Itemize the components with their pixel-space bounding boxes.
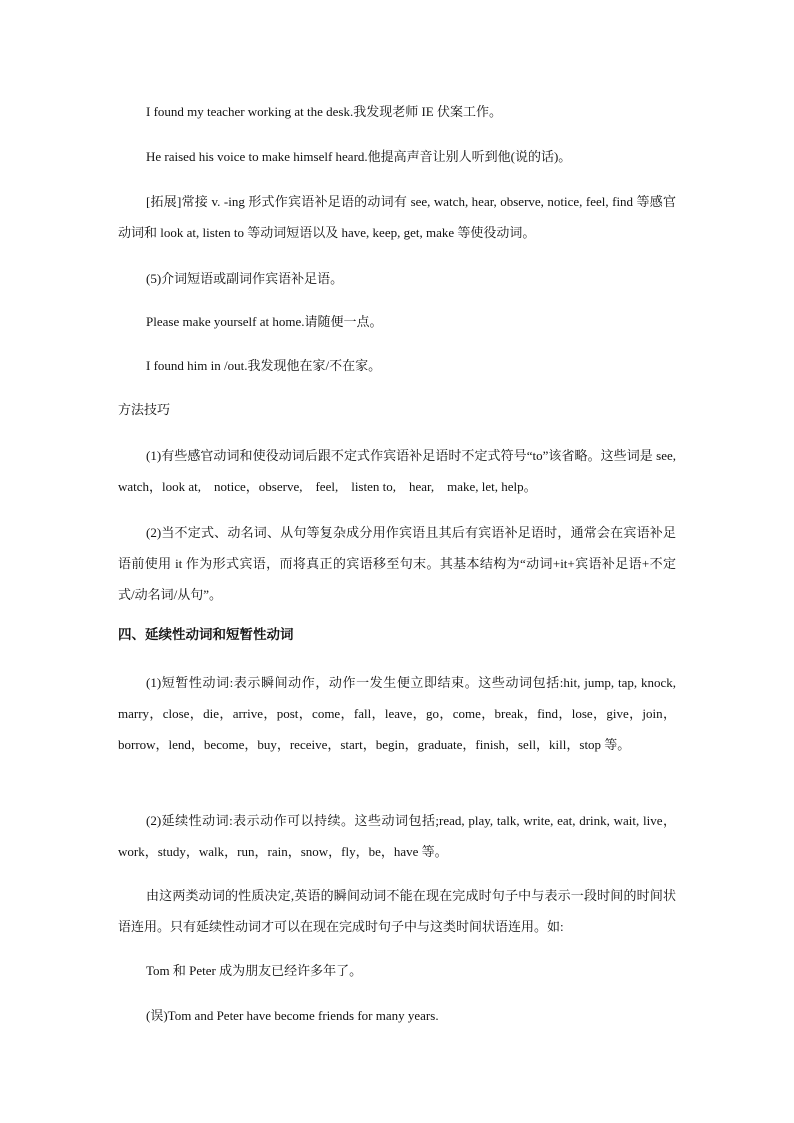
- example-sentence-voice: He raised his voice to make himself heard.他提高声音让别人听到他(说的话)。: [146, 149, 572, 164]
- example-sentence-home: Please make yourself at home.请随便一点。: [146, 314, 383, 329]
- method-tip-2: (2)当不定式、动名词、从句等复杂成分用作宾语且其后有宾语补足语时，通常会在宾语补足语前使用 it 作为形式宾语，而将真正的宾语移至句末。其基本结构为“动词+it+宾语补足语+不定式/动名词/从句”。: [118, 525, 676, 602]
- method-tip-1: (1)有些感官动词和使役动词后跟不定式作宾语补足语时不定式符号“to”该省略。这些词是 see, watch，look at, notice，observe, feel, listen to, hear, make, let, help。: [118, 448, 676, 494]
- durative-verbs-paragraph: (2)延续性动词:表示动作可以持续。这些动词包括;read, play, talk, write, eat, drink, wait, live，work，study，walk，run，rain，snow，fly，be，have 等。: [118, 813, 676, 859]
- momentary-verbs-paragraph: (1)短暂性动词:表示瞬间动作，动作一发生便立即结束。这些动词包括:hit, jump, tap, knock, marry，close，die，arrive，post，come，fall，leave，go，come，break，find，lose，give，join，borrow，lend，become，buy，receive，start，begin，graduate，finish，sell，kill，stop 等。: [118, 675, 676, 752]
- example-chinese-sentence: Tom 和 Peter 成为朋友已经许多年了。: [146, 963, 363, 978]
- explanation-paragraph: 由这两类动词的性质决定,英语的瞬间动词不能在现在完成时句子中与表示一段时间的时间状语连用。只有延续性动词才可以在现在完成时句子中与这类时间状语连用。如:: [118, 888, 676, 934]
- section-label-methods: 方法技巧: [118, 402, 171, 417]
- example-sentence-teacher: I found my teacher working at the desk.我发现老师 IE 伏案工作。: [146, 104, 502, 119]
- example-sentence-in-out: I found him in /out.我发现他在家/不在家。: [146, 358, 382, 373]
- section-heading-four: 四、延续性动词和短暂性动词: [118, 627, 294, 643]
- extension-note-paragraph: [拓展]常接 v. -ing 形式作宾语补足语的动词有 see, watch, hear, observe, notice, feel, find 等感官动词和 look at, listen to 等动词短语以及 have, keep, get, make 等使役动词。: [118, 194, 676, 240]
- example-wrong-sentence: (误)Tom and Peter have become friends for many years.: [146, 1008, 439, 1023]
- subheading-prepositional-phrase: (5)介词短语或副词作宾语补足语。: [146, 271, 344, 286]
